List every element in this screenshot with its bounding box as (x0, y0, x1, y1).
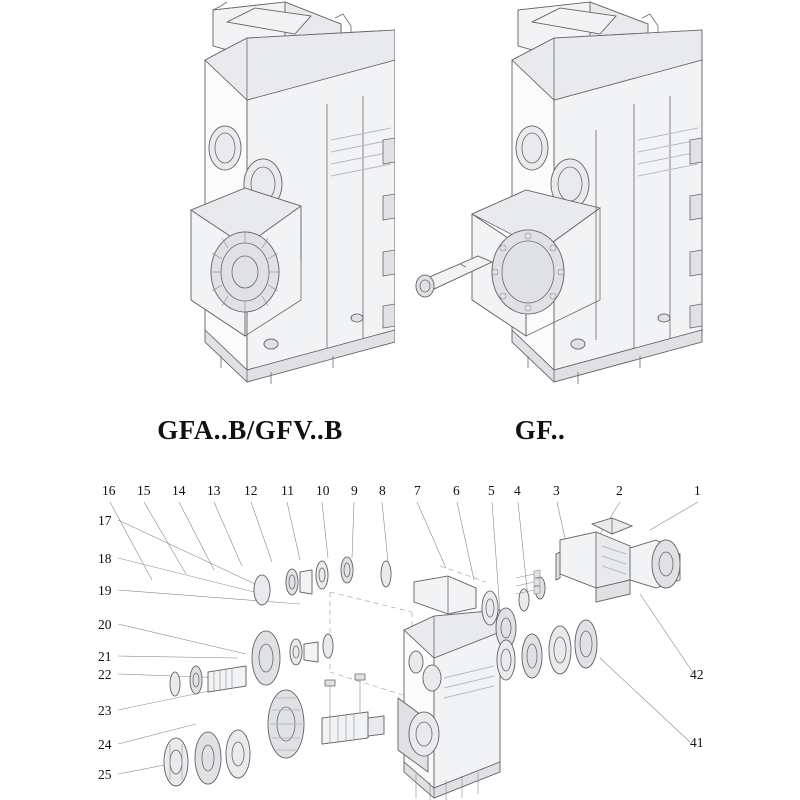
callout-6: 6 (453, 483, 460, 498)
callout-2: 2 (616, 483, 623, 498)
callout-10: 10 (316, 483, 330, 498)
callout-5: 5 (488, 483, 495, 498)
gearbox-left-drawing (95, 0, 395, 400)
gearbox-view-left (95, 0, 395, 400)
callout-16: 16 (102, 483, 116, 498)
gearbox-right-drawing (400, 0, 710, 400)
callout-21: 21 (98, 649, 112, 664)
callout-3: 3 (553, 483, 560, 498)
caption-left: GFA..B/GFV..B (157, 415, 343, 445)
callout-17: 17 (98, 513, 112, 528)
callout-22: 22 (98, 667, 112, 682)
callout-8: 8 (379, 483, 386, 498)
callout-23: 23 (98, 703, 112, 718)
exploded-diagram (0, 462, 800, 800)
callout-24: 24 (98, 737, 112, 752)
callout-41: 41 (690, 735, 704, 750)
callout-1: 1 (694, 483, 701, 498)
callout-9: 9 (351, 483, 358, 498)
callout-20: 20 (98, 617, 112, 632)
callout-12: 12 (244, 483, 258, 498)
callout-42: 42 (690, 667, 704, 682)
callout-11: 11 (281, 483, 294, 498)
gearbox-view-right (400, 0, 710, 400)
callout-15: 15 (137, 483, 151, 498)
callout-7: 7 (414, 483, 421, 498)
callout-19: 19 (98, 583, 112, 598)
callout-18: 18 (98, 551, 112, 566)
exploded-drawing (0, 462, 800, 800)
caption-right: GF.. (514, 415, 566, 445)
callout-4: 4 (514, 483, 521, 498)
callout-25: 25 (98, 767, 112, 782)
callout-13: 13 (207, 483, 221, 498)
callout-14: 14 (172, 483, 186, 498)
